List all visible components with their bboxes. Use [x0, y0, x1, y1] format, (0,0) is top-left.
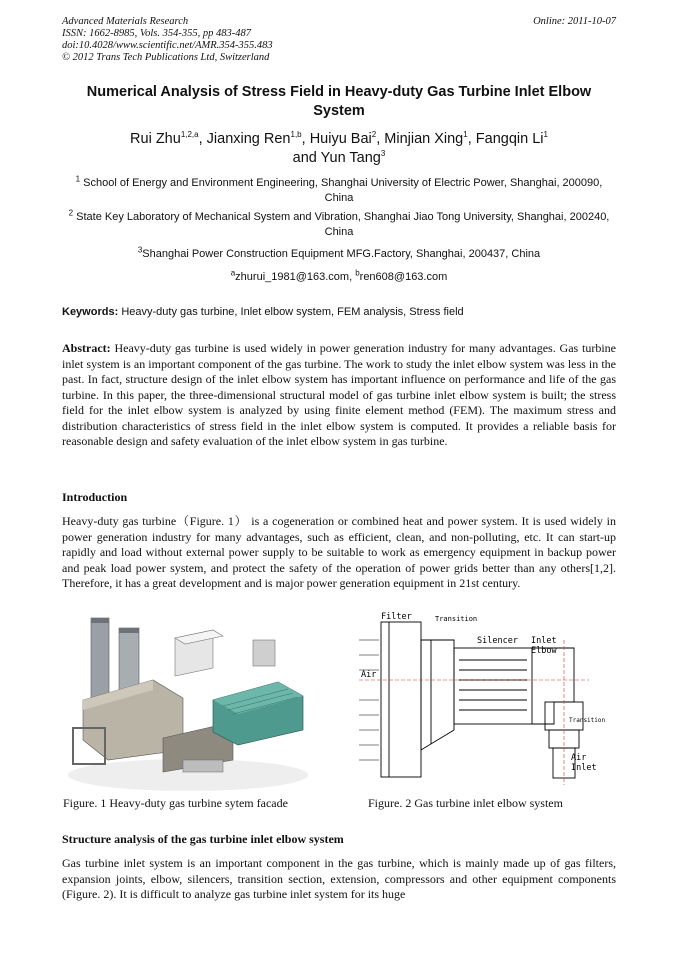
author-affiliation-mark: 2 [371, 130, 377, 140]
affiliation-3 [62, 247, 616, 262]
author-name: Minjian Xing [384, 131, 464, 147]
author-list [62, 130, 616, 168]
affiliation-mark: 2 [68, 208, 74, 218]
affiliation-text: Shanghai Power Construction Equipment MFG.Factory, Shanghai, 200437, China [142, 248, 541, 260]
label-inlet: Inlet [531, 636, 557, 646]
doi-line: doi:10.4028/www.scientific.net/AMR.354-355.483 [62, 40, 273, 51]
abstract [62, 341, 616, 450]
keywords-label: Keywords: [62, 306, 119, 318]
figure-1-image [63, 610, 313, 795]
structure-heading: Structure analysis of the gas turbine inlet elbow system [62, 832, 344, 846]
issn-line: ISSN: 1662-8985, Vols. 354-355, pp 483-487 [62, 28, 251, 39]
author-affiliation-mark: 1,b [290, 130, 302, 140]
email-mark: a [230, 268, 236, 278]
author-separator: , [467, 131, 476, 147]
author-separator: , [376, 131, 385, 147]
label-transition-right: Transition [569, 717, 606, 724]
author-separator: , [301, 131, 310, 147]
author-name: Fangqin Li [475, 131, 544, 147]
author-and: and [292, 150, 321, 166]
affiliation-1 [62, 176, 616, 206]
affiliation-mark: 3 [137, 245, 143, 255]
email-address[interactable]: zhurui_1981@163.com [235, 271, 350, 283]
figure-2-caption: Figure. 2 Gas turbine inlet elbow system [368, 796, 563, 810]
online-date: Online: 2011-10-07 [533, 16, 616, 27]
keywords [62, 305, 616, 320]
affiliation-2 [62, 210, 616, 240]
figure-2-diagram [359, 610, 609, 795]
affiliation-mark: 1 [75, 174, 81, 184]
email-mark: b [355, 268, 360, 278]
author-name: Huiyu Bai [309, 131, 372, 147]
email-separator: , [349, 271, 356, 283]
abstract-text: Heavy-duty gas turbine is used widely in power generation industry for many advantages. Gas turbine inlet system is an important component of the gas turbine. The work to study the inlet elbow system was less in the past. In fact, structure design of the inlet elbow system has important influence on performance and life of the gas turbine. In this paper, the three-dimensional structural model of gas turbine inlet elbow system is built; the stress field for the inlet elbow system is analyzed by using finite element method (FEM). The maximum stress and distribution characteristics of stress field in the inlet elbow system is computed. It provides a reliable basis for reasonable design and safety evaluation of the inlet elbow system in gas turbine. [62, 341, 616, 448]
label-transition-top: Transition [435, 615, 478, 623]
abstract-label: Abstract: [62, 341, 111, 355]
label-inlet-out: Inlet [571, 763, 597, 773]
keywords-text: Heavy-duty gas turbine, Inlet elbow system, FEM analysis, Stress field [121, 306, 464, 318]
label-air-out: Air [571, 753, 587, 763]
affiliation-text: School of Energy and Environment Engineering, Shanghai University of Electric Power, Shanghai, 200090, China [83, 177, 603, 204]
author-affiliation-mark: 1 [463, 130, 468, 140]
author-name: Yun Tang [320, 150, 381, 166]
label-elbow: Elbow [531, 646, 557, 656]
author-name: Jianxing Ren [206, 131, 291, 147]
label-air-in: Air [361, 670, 377, 680]
copyright-line: © 2012 Trans Tech Publications Ltd, Switzerland [62, 52, 270, 63]
introduction-heading: Introduction [62, 490, 128, 504]
introduction-text: Heavy-duty gas turbine（Figure. 1） is a cogeneration or combined heat and power system. It is used widely in power generation industry for many advantages, such as efficient, clean, and non-polluting, etc. It can start-up rapidly and load without external power supply to be suitable to work as emergency equipment in backup power and peak load power system, and protect the safety of the operation of power grids better than any others[1,2]. Therefore, it has a great development and is major power generation equipment in 21st century. [62, 514, 616, 590]
author-affiliation-mark: 1 [543, 130, 548, 140]
author-emails [62, 270, 616, 285]
affiliation-text: State Key Laboratory of Mechanical System and Vibration, Shanghai Jiao Tong University, Shanghai, 200240, China [76, 211, 610, 238]
label-filter: Filter [381, 612, 412, 622]
author-separator: , [198, 131, 207, 147]
journal-header [62, 16, 273, 64]
journal-name: Advanced Materials Research [62, 16, 189, 27]
structure-text: Gas turbine inlet system is an important component in the gas turbine, which is mainly made up of gas filters, expansion joints, elbow, silencers, transition section, extension, compressors and other equipment components (Figure. 2). It is difficult to analyze gas turbine inlet system for its huge [62, 856, 616, 901]
author-affiliation-mark: 1,2,a [180, 130, 199, 140]
author-affiliation-mark: 3 [380, 149, 386, 159]
author-name: Rui Zhu [130, 131, 181, 147]
label-silencer: Silencer [477, 636, 518, 646]
email-address[interactable]: ren608@163.com [359, 271, 448, 283]
paper-title: Numerical Analysis of Stress Field in Heavy-duty Gas Turbine Inlet Elbow System [86, 84, 592, 119]
figure-1-caption: Figure. 1 Heavy-duty gas turbine sytem facade [63, 796, 288, 810]
